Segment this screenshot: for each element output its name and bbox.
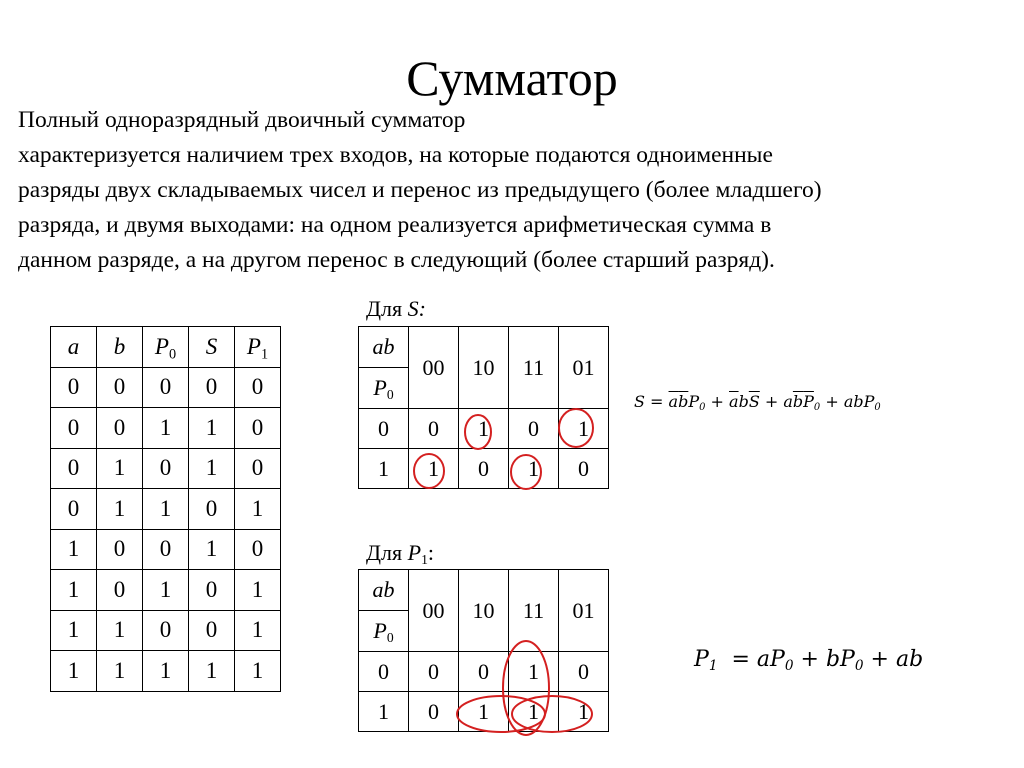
truth-table-cell: 1 <box>235 651 281 692</box>
kmap-cell: 0 <box>409 409 459 449</box>
kmap-row-label: 1 <box>359 692 409 732</box>
truth-table-cell: 1 <box>97 610 143 651</box>
kmap-cell: 0 <box>409 692 459 732</box>
kmap-cell: 0 <box>509 409 559 449</box>
truth-table-cell: 0 <box>143 529 189 570</box>
kmap-row-label: 1 <box>359 449 409 489</box>
truth-table-cell: 0 <box>51 489 97 530</box>
caption-prefix: Для <box>366 296 403 321</box>
truth-table-cell: 0 <box>97 408 143 449</box>
truth-table-cell: 0 <box>189 610 235 651</box>
corner-label: ab <box>372 577 395 602</box>
truth-table-cell: 1 <box>143 408 189 449</box>
header-s: S <box>189 327 235 368</box>
kmap-column-header: 11 <box>509 327 559 409</box>
truth-table-cell: 1 <box>97 489 143 530</box>
kmap-column-header: 01 <box>559 327 609 409</box>
truth-table-cell: 1 <box>143 651 189 692</box>
truth-table-cell: 1 <box>97 651 143 692</box>
truth-table-cell: 0 <box>189 367 235 408</box>
kmap-cell: 1 <box>509 449 559 489</box>
truth-table-cell: 1 <box>189 448 235 489</box>
truth-table-cell: 0 <box>143 610 189 651</box>
highlight-circle <box>465 415 491 449</box>
truth-table-cell: 1 <box>235 610 281 651</box>
description-line: разряды двух складываемых чисел и перенос из предыдущего (более младшего) <box>18 177 822 203</box>
kmap-cell: 1 <box>409 449 459 489</box>
highlight-ellipse-horizontal <box>457 696 545 732</box>
truth-table-cell: 0 <box>51 408 97 449</box>
kmap-row-label: 0 <box>359 409 409 449</box>
kmap-corner-p0: $P_0$ <box>359 368 409 409</box>
truth-table-cell: 0 <box>97 367 143 408</box>
slide-title: Сумматор <box>406 50 618 106</box>
highlight-circle <box>414 454 444 488</box>
truth-table-cell: 0 <box>51 448 97 489</box>
kmap-cell: 1 <box>459 692 509 732</box>
kmap-cell: 0 <box>409 652 459 692</box>
truth-table-cell: 0 <box>189 489 235 530</box>
truth-table-cell: 0 <box>97 570 143 611</box>
truth-table-cell: 1 <box>51 570 97 611</box>
truth-table-cell: 1 <box>235 489 281 530</box>
highlight-circle <box>559 409 593 447</box>
kmap-cell: 1 <box>559 692 609 732</box>
highlight-circle <box>511 455 541 489</box>
kmap-cell: 1 <box>459 409 509 449</box>
header-p1: $P_1$ <box>235 327 281 368</box>
description-line: характеризуется наличием трех входов, на которые подаются одноименные <box>18 142 773 168</box>
kmap-row-label: 0 <box>359 652 409 692</box>
truth-table-cell: 0 <box>143 367 189 408</box>
highlight-ellipse-horizontal <box>512 696 592 732</box>
truth-table-cell: 0 <box>235 448 281 489</box>
kmap-cell: 0 <box>559 449 609 489</box>
formula-s: $S = \overline{a}\overline{b}P_0 + \overline{a}b\overline{S} + a\overline{b}\overline{P}_0 + abP_0$ <box>634 392 881 413</box>
description-line: Полный одноразрядный двоичный сумматор <box>18 107 466 133</box>
kmap-corner-p0: $P_0$ <box>359 611 409 652</box>
truth-table-cell: 0 <box>189 570 235 611</box>
kmap-cell: 1 <box>509 652 559 692</box>
header-b: b <box>97 327 143 368</box>
truth-table-cell: 0 <box>51 367 97 408</box>
kmap-cell: 0 <box>559 652 609 692</box>
truth-table-cell: 1 <box>143 570 189 611</box>
truth-table-cell: 1 <box>51 651 97 692</box>
truth-table-cell: 1 <box>51 610 97 651</box>
corner-label: ab <box>372 334 395 359</box>
caption-prefix: Для <box>366 540 403 565</box>
header-p0: $P_0$ <box>143 327 189 368</box>
truth-table-cell: 0 <box>143 448 189 489</box>
kmap-column-header: 11 <box>509 570 559 652</box>
truth-table-cell: 0 <box>97 529 143 570</box>
truth-table-cell: 1 <box>97 448 143 489</box>
truth-table-cell: 0 <box>235 529 281 570</box>
kmap-cell: 1 <box>509 692 559 732</box>
kmap-column-header: 10 <box>459 327 509 409</box>
truth-table-cell: 1 <box>235 570 281 611</box>
truth-table-cell: 1 <box>189 408 235 449</box>
kmap-column-header: 01 <box>559 570 609 652</box>
truth-table-cell: 0 <box>235 408 281 449</box>
truth-table-cell: 1 <box>189 529 235 570</box>
kmap-cell: 0 <box>459 449 509 489</box>
description-line: данном разряде, а на другом перенос в следующий (более старший разряд). <box>18 247 775 273</box>
truth-table-cell: 1 <box>51 529 97 570</box>
header-a: a <box>51 327 97 368</box>
truth-table-cell: 1 <box>189 651 235 692</box>
kmap-cell: 1 <box>559 409 609 449</box>
kmap-s-caption: Для S: <box>366 296 426 321</box>
kmap-p1-caption: Для $P_1$: <box>366 540 434 568</box>
truth-table-cell: 1 <box>143 489 189 530</box>
formula-p1: $P_1 = aP_0 + bP_0$ + ab <box>694 647 924 675</box>
kmap-column-header: 10 <box>459 570 509 652</box>
kmap-column-header: 00 <box>409 570 459 652</box>
kmap-cell: 0 <box>459 652 509 692</box>
truth-table-cell: 0 <box>235 367 281 408</box>
description-line: разряда, и двумя выходами: на одном реализуется арифметическая сумма в <box>18 212 772 238</box>
kmap-column-header: 00 <box>409 327 459 409</box>
